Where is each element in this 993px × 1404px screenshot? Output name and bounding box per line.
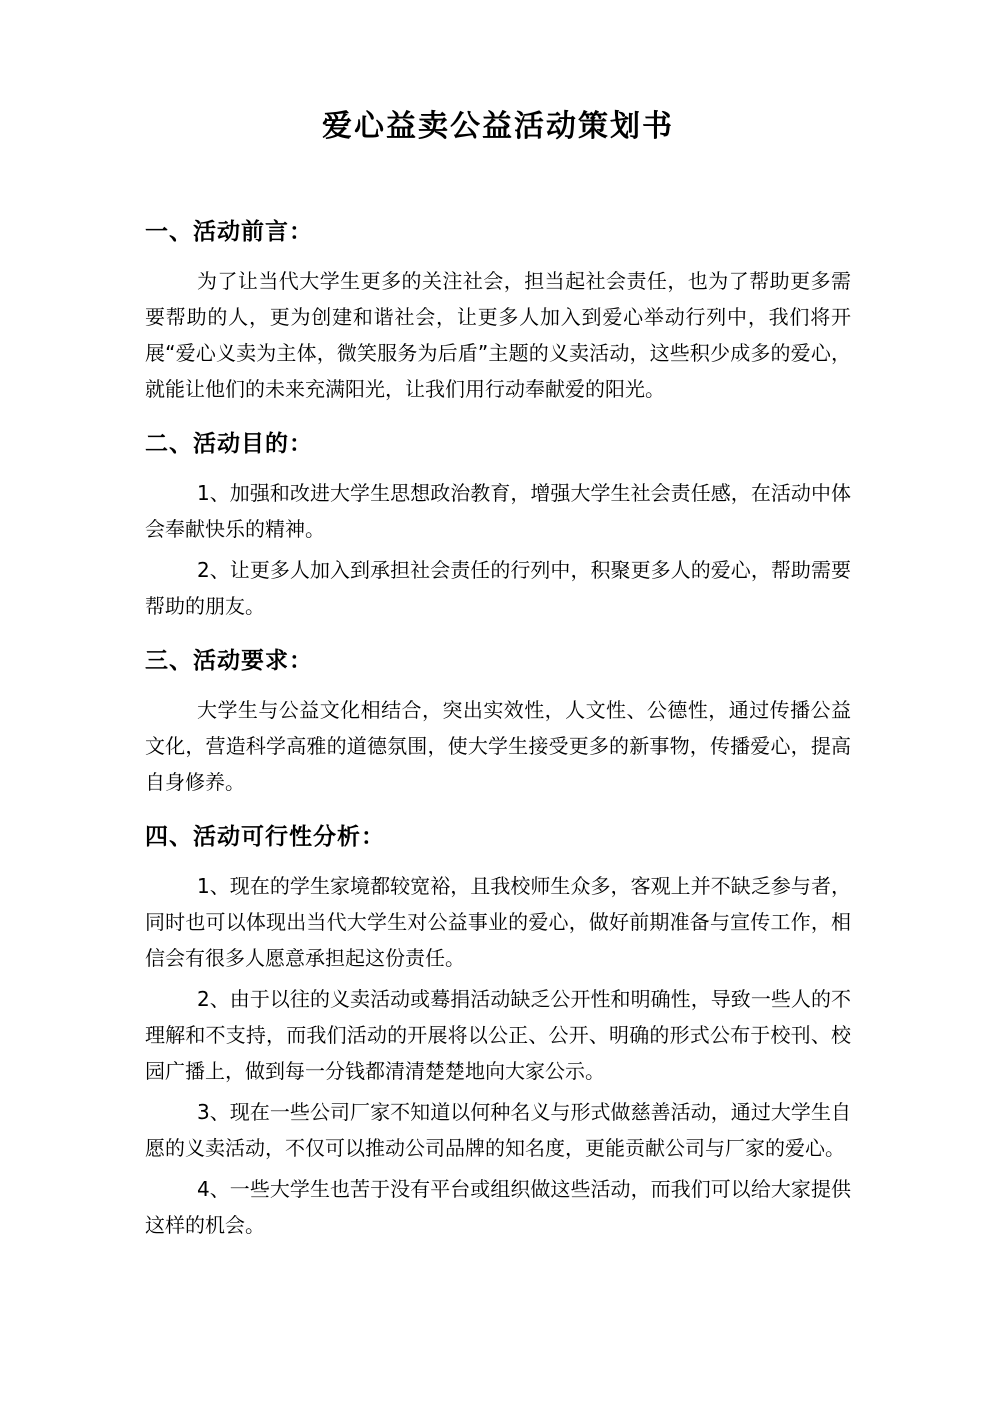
section-heading-preface: 一、活动前言： (145, 219, 313, 245)
paragraph: 1、现在的学生家境都较宽裕，且我校师生众多，客观上并不缺乏参与者，同时也可以体现出当代大学生对公益事业的爱心，做好前期准备与宣传工作，相信会有很多人愿意承担起这份责任。 (145, 874, 851, 970)
paragraph: 为了让当代大学生更多的关注社会，担当起社会责任，也为了帮助更多需要帮助的人，更为创建和谐社会，让更多人加入到爱心举动行列中，我们将开展“爱心义卖为主体，微笑服务为后盾”主题的义卖活动，这些积少成多的爱心，就能让他们的未来充满阳光，让我们用行动奉献爱的阳光。 (145, 269, 851, 401)
section-heading-feasibility: 四、活动可行性分析： (145, 824, 385, 850)
paragraph: 1、加强和改进大学生思想政治教育，增强大学生社会责任感，在活动中体会奉献快乐的精神。 (145, 481, 851, 541)
paragraph: 大学生与公益文化相结合，突出实效性，人文性、公德性，通过传播公益文化，营造科学高雅的道德氛围，使大学生接受更多的新事物，传播爱心，提高自身修养。 (145, 698, 851, 794)
paragraph: 3、现在一些公司厂家不知道以何种名义与形式做慈善活动，通过大学生自愿的义卖活动，不仅可以推动公司品牌的知名度，更能贡献公司与厂家的爱心。 (145, 1100, 851, 1160)
paragraph: 2、让更多人加入到承担社会责任的行列中，积聚更多人的爱心，帮助需要帮助的朋友。 (145, 558, 851, 618)
paragraph: 4、一些大学生也苦于没有平台或组织做这些活动，而我们可以给大家提供这样的机会。 (145, 1177, 851, 1237)
section-heading-purpose: 二、活动目的： (145, 431, 313, 457)
paragraph: 2、由于以往的义卖活动或蓦捐活动缺乏公开性和明确性，导致一些人的不理解和不支持，而我们活动的开展将以公正、公开、明确的形式公布于校刊、校园广播上，做到每一分钱都清清楚楚地向大家公示。 (145, 987, 851, 1083)
document-title: 爱心益卖公益活动策划书 (322, 109, 674, 144)
section-heading-requirements: 三、活动要求： (145, 648, 313, 674)
